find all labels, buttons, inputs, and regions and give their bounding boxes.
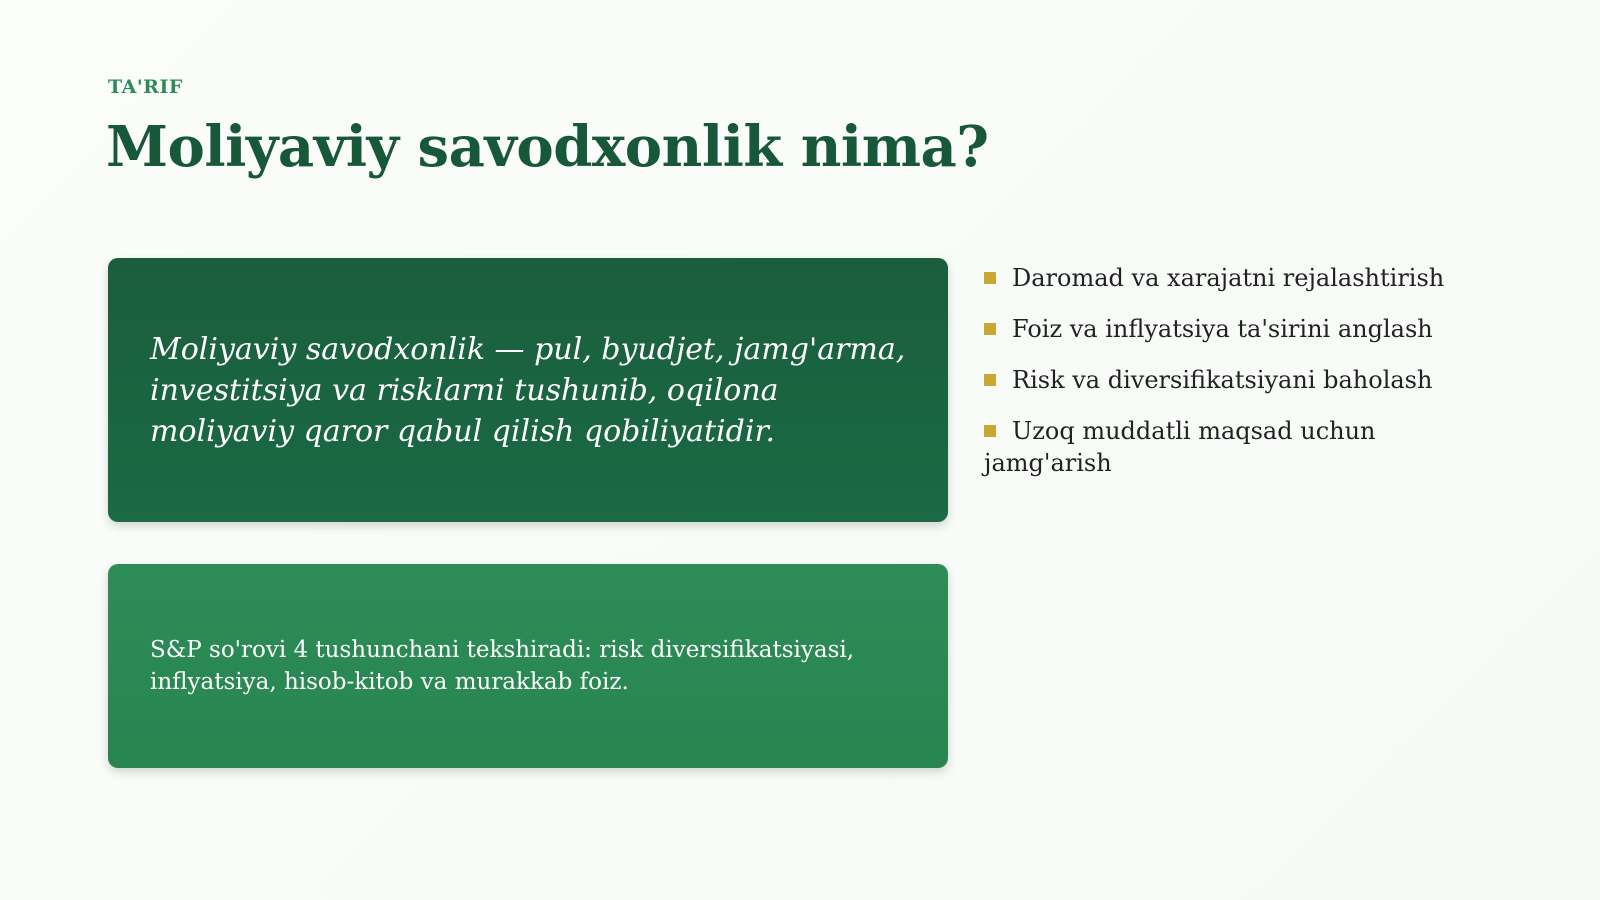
definition-text: Moliyaviy savodxonlik — pul, byudjet, jamg'arma, investitsiya va risklarni tushunib, oqilona moliyaviy qaror qabul qilish qobiliyatidir. [150,331,906,449]
list-item [984,364,1504,396]
list-item-label: Foiz va inflyatsiya ta'sirini anglash [1012,315,1433,343]
square-bullet-icon [984,374,996,386]
list-item-label: Daromad va xarajatni rejalashtirish [1012,264,1445,292]
square-bullet-icon [984,323,996,335]
list-item [984,313,1504,345]
note-text: S&P so'rovi 4 tushunchani tekshiradi: risk diversifikatsiyasi, inflyatsiya, hisob-kitob va murakkab foiz. [150,637,855,695]
list-item-label: Risk va diversifikatsiyani baholash [1012,366,1433,394]
square-bullet-icon [984,272,996,284]
list-item [984,262,1504,294]
square-bullet-icon [984,425,996,437]
page-title: Moliyaviy savodxonlik nima? [106,114,989,180]
key-points-list [984,262,1504,498]
list-item [984,415,1504,479]
section-eyebrow: TA'RIF [108,76,183,98]
definition-card [108,258,948,522]
list-item-label: Uzoq muddatli maqsad uchun jamg'arish [984,417,1376,477]
note-card [108,564,948,768]
